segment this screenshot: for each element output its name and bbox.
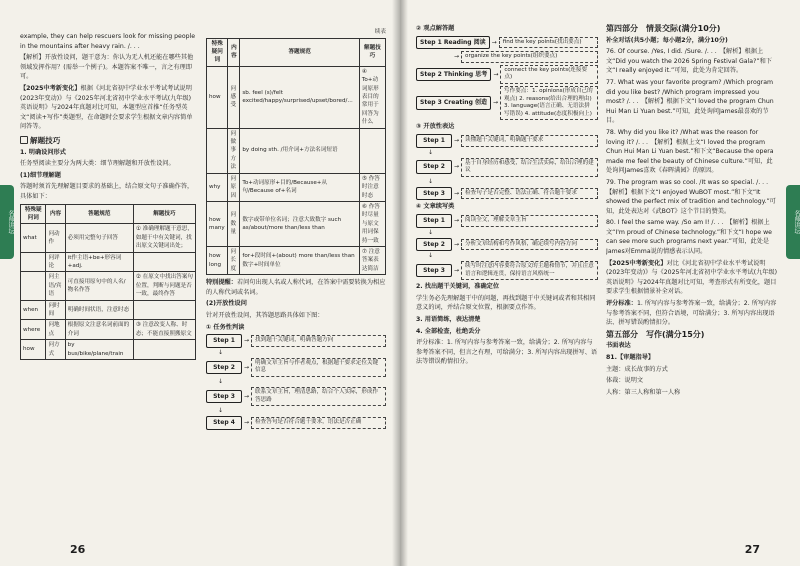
arrow-down-icon: ↓ [428, 177, 434, 185]
table-cell: 问时间 [46, 300, 65, 320]
step-text: 检查句子是否完整、语法正确、符合题干要求 [461, 188, 598, 200]
table-cell: 问方式 [46, 340, 65, 360]
table-cell: To+动词原形+目的/Because+从句/Because of+名词 [240, 173, 360, 201]
reading-thinking-creating-flow [416, 36, 598, 121]
left-page-column-2 [206, 28, 386, 533]
change-title: 【2025中考新变化】 [20, 84, 81, 92]
table-row [207, 246, 386, 274]
step-label: Step 4 [206, 416, 242, 430]
table-cell: sb. feel (s)/felt excited/happy/surprised/upset/bored/... [240, 66, 360, 128]
arrow-right-icon: → [454, 240, 460, 248]
table-cell: 问动作 [46, 224, 65, 252]
table-cell: when [21, 300, 46, 320]
table-row [21, 340, 196, 360]
flow4-title: ④ 文章续写类 [416, 203, 455, 211]
flow-step [416, 36, 598, 50]
arrow-right-icon: → [244, 363, 250, 371]
table-cell [21, 272, 46, 300]
open-question-body: 针对开放性设问，其答题思路具体如下图： [206, 311, 324, 319]
arrow-down-icon: ↓ [428, 148, 434, 156]
table-cell: 问做事方法 [228, 128, 240, 173]
score-title: 评分标准： [606, 300, 637, 308]
table-cell: 根据原文注意名词前面的介词 [65, 320, 133, 340]
table-cell: 数字或带单位名词；注意大致数字 such as/about/more than/less than [240, 201, 360, 246]
table-cell: 明确时间状语，注意时态 [65, 300, 133, 320]
table-row [21, 320, 196, 340]
table-cell [21, 252, 46, 272]
table-cell: ② 在原文中找出答案句位置，判断与问题是否一致，最终作答 [133, 272, 195, 300]
table-cell: how [207, 66, 228, 128]
table-row [207, 201, 386, 246]
tip4-title: 4. 全部检查，杜绝丢分 [416, 327, 481, 335]
tip3-title: 3. 用语简练，表达清楚 [416, 316, 481, 324]
table-cell: 问数量 [228, 201, 240, 246]
step-text: 找到题干关键词，明确答题方向 [251, 335, 386, 347]
table-row [207, 173, 386, 201]
step-label: Step 1 [206, 334, 242, 348]
arrow-right-icon: → [244, 419, 250, 427]
table-cell: ① 准确理解题干意思，如题干中有关键词，找出原文关键词出处； [133, 224, 195, 252]
left-page-column-1 [20, 32, 196, 532]
step-text: organize the key points(组织要点) [461, 51, 598, 63]
right-page [400, 0, 800, 566]
table-cell [207, 128, 228, 173]
step-label: Step 3 [416, 264, 452, 278]
step-label: Step 2 [416, 238, 452, 252]
flow-title: ① 任务性判读 [206, 323, 245, 331]
tip1-1-body: 答题时须首先理解题目要求的基础上，结合原文句子准确作答，具体如下： [20, 183, 194, 200]
tip2-body: 学生务必先理解题干中的问题，再找到题干中关键词或者和其相同意义的词，并结合原文位置，根据要点作答。 [416, 294, 596, 312]
arrow-right-icon: → [491, 38, 497, 46]
table-cell: 问主语/宾语 [46, 272, 65, 300]
continuation-flow [416, 214, 598, 280]
table-row [207, 66, 386, 128]
answer-79: 79. The program was so cool. /It was so special. /. . . 【解析】根据下文“I enjoyed WuBOT most.”和下文“It showed the perfect mix of tradition and technology.”可知，此处表达对《武BOT》这个节目的赞美。 [606, 178, 776, 215]
table-cell: by bus/bike/plane/train [65, 340, 133, 360]
open-question-title: (2)开放性设问 [206, 300, 247, 308]
flow3-title: ③ 开放性表达 [416, 123, 455, 131]
table-cell: ⑤ 作答时注意时态 [359, 173, 385, 201]
flow-step [416, 261, 598, 280]
table-header-row [21, 204, 196, 224]
arrow-right-icon: → [454, 53, 460, 61]
table-cell: 必须用完整句子回答 [65, 224, 133, 252]
table-cell: 问感受 [228, 66, 240, 128]
arrow-down-icon: ↓ [218, 348, 224, 356]
arrow-down-icon: ↓ [218, 377, 224, 385]
step-label: Step 3 [206, 390, 242, 404]
flow-step [416, 65, 598, 84]
note-body: 若问句出现人名或人称代词，在答案中需要转换为相应的人称代词或名词。 [206, 279, 386, 296]
step-label: Step 2 Thinking 思考 [416, 68, 491, 82]
table-row [207, 128, 386, 173]
page-number-right: 27 [744, 543, 760, 556]
step-text: 阅读全文，理解文章主旨 [461, 215, 598, 227]
tip1-body: 任务型阅读主要分为两大类：细节理解题和开放性设问。 [20, 160, 175, 168]
table-cell: what [21, 224, 46, 252]
flow2-title: ② 观点解答题 [416, 25, 455, 32]
arrow-right-icon: → [454, 216, 460, 224]
right-side-tab: 名师讲坛 [786, 185, 800, 259]
step-text: connect the key points(连接要点) [500, 65, 598, 84]
flow-step [206, 334, 386, 348]
step-text: 检查答句是否符合题干要求，语法是否正确 [251, 417, 386, 429]
table-header-cell: 内容 [228, 38, 240, 66]
answer-78: 78. Why did you like it? /What was the reason for loving it? /. . . 【解析】根据上文“I loved the program Chun Hui Man Li Yuan best.”和下文“Because the opera made me feel the beauty of Chinese culture.”可知，此处询问James喜欢《春晖满园》的原因。 [606, 128, 774, 175]
step-text: 明确文章主旨与作者观点，根据题干要求定位关键信息 [251, 358, 386, 377]
tips-heading [20, 136, 196, 146]
step-label: Step 3 [416, 187, 452, 201]
score-standard [606, 299, 778, 328]
note-title: 特别提醒： [206, 279, 237, 287]
answer-analysis: 【解析】开放性设问，题干意为：你认为无人机还能在哪些其他领域发挥作用？(需举一个例子)。本题答案不唯一，言之有理即可。 [20, 54, 194, 81]
table-cell: ④ To+动词原形表目的常用于回答为什么 [359, 66, 385, 128]
step-text: 基于自身经历和感受，结合生活实际，给出合理的建议 [461, 158, 598, 177]
table-row [21, 300, 196, 320]
flow-step [416, 51, 598, 63]
table-cell: how [21, 340, 46, 360]
answer-77: 77. What was your favorite program? /Which program did you like best? /Which program impressed you most? /. . . 【解析】根据下文“I loved the program Chun Hui Man Li Yuan best.”可知，此处询问James最喜欢的节目。 [606, 78, 774, 125]
table-header-cell: 内容 [46, 204, 65, 224]
change-body: 根据《河北省初中学业水平考试考试说明(2023年变动)》与《2025年河北省初中学业水平考试(九年级)英语说明》与2024年真题对比可知，本题型应首推“任务型英文“阅读+写作”类题型，在命题时会要求学生根据文章内容简单问答等。 [20, 84, 193, 131]
left-side-tab: 名师讲坛 [0, 185, 14, 259]
table-body [21, 224, 196, 360]
arrow-right-icon: → [454, 163, 460, 171]
pen-icon [20, 136, 28, 144]
open-expression-flow [416, 134, 598, 200]
step-label: Step 2 [416, 160, 452, 174]
answer-text: example, they can help rescuers look for missing people in the mountains after heavy rain. /. . . [20, 33, 196, 50]
arrow-right-icon: → [454, 136, 460, 144]
tips-title: 解题技巧 [30, 135, 61, 145]
table-cell [133, 300, 195, 320]
table-cell: ③ 注意改变人称、时态；不能直接照搬原文 [133, 320, 195, 340]
step-label: Step 1 Reading 阅读 [416, 36, 490, 50]
arrow-down-icon: ↓ [428, 252, 434, 260]
flow-step [206, 358, 386, 377]
table-cell [133, 340, 195, 360]
table-cell [359, 128, 385, 173]
flow-step [416, 86, 598, 120]
table-cell: ⑦ 注意答案表达简洁 [359, 246, 385, 274]
page-number-left: 26 [70, 543, 86, 556]
right-page-column-2 [606, 24, 778, 534]
table-header-cell: 答题规范 [240, 38, 360, 66]
step-text: 读懂题干关键词，明确题干要求 [461, 135, 598, 147]
question-81: 81.【审题指导】 [606, 354, 655, 361]
special-note [206, 278, 386, 297]
continued-tag: 续表 [374, 29, 386, 35]
table-cell: how many [207, 201, 228, 246]
guide-line: 体裁：说明文 [606, 377, 644, 385]
arrow-right-icon: → [493, 70, 499, 78]
arrow-down-icon: ↓ [218, 407, 224, 415]
tip1-1-title: (1)细节理解题 [20, 171, 61, 179]
guide-lines [606, 365, 778, 398]
step-text: 写作要点：1. opinions(形成自己的观点) 2. reasons(给出合理的理由) 3. language(语言正确、无语法拼写错误) 4. attitude(态度积极向上) [500, 86, 598, 120]
arrow-right-icon: → [244, 392, 250, 400]
flow-step [206, 416, 386, 430]
flow-step [416, 158, 598, 177]
step-text: 续写时注意内容要符合原文的主题和情节，并且注意语言和逻辑连贯，保持语言风格统一 [461, 261, 598, 280]
arrow-right-icon: → [244, 337, 250, 345]
step-label: Step 2 [206, 361, 242, 375]
question-word-table [20, 204, 196, 361]
flow-step [206, 387, 386, 406]
table-row [21, 252, 196, 272]
table-cell: 问地点 [46, 320, 65, 340]
right-page-column-1 [416, 24, 598, 534]
table-header-cell: 解题技巧 [359, 38, 385, 66]
change-note-right [606, 259, 778, 297]
flow-step [416, 214, 598, 228]
arrow-right-icon: → [454, 266, 460, 274]
table-row [21, 224, 196, 252]
tip2-title: 2. 找出题干关键词，准确定位 [416, 283, 500, 291]
answer-76: 76. Of course. /Yes, I did. /Sure. /. . . 【解析】根据上文“Did you watch the 2026 Spring Festival Gala?”和下文“I really enjoyed it.”可知，此处为肯定回答。 [606, 48, 772, 75]
book-gutter [392, 0, 408, 566]
table-cell: where [21, 320, 46, 340]
change-note [20, 84, 196, 132]
table-header-cell: 特殊疑问词 [207, 38, 228, 66]
table-cell: 可直接用原句中的人名/物名作答 [65, 272, 133, 300]
tip1-title: 1. 明确设问形式 [20, 148, 66, 156]
section4-title: 第四部分 情景交际(满分10分) [606, 24, 721, 33]
arrow-down-icon: ↓ [428, 228, 434, 236]
table-cell: how long [207, 246, 228, 274]
arrow-right-icon: → [454, 189, 460, 197]
table-header-row [207, 38, 386, 66]
table-body [207, 66, 386, 274]
step-text: 联系文章主旨，理清思路，结合个人实际，形成作答思路 [251, 387, 386, 406]
step-flow [206, 334, 386, 430]
table-cell: 问评论 [46, 252, 65, 272]
score-body: 1. 所写内容与参考答案一致，给满分；2. 所写内容与参考答案不同，但符合语境，可给满分；3. 所写内容出现语法、拼写错误酌情扣分。 [606, 300, 777, 327]
tip4-body: 评分标准：1. 所写内容与参考答案一致，给满分；2. 所写内容与参考答案不同，但言之有理，可给满分；3. 所写内容出现拼写、语法等错误酌情扣分。 [416, 339, 598, 366]
table-cell: ⑥ 作答时尽量与原文用词保持一致 [359, 201, 385, 246]
step-label: Step 1 [416, 214, 452, 228]
writing-label: 书面表达 [606, 342, 631, 350]
flow-step [416, 134, 598, 148]
table-cell: by doing sth. /用介词+方法名词短语 [240, 128, 360, 173]
step-text: 分析文章结构和写作风格，确定续写内容方向 [461, 239, 598, 251]
step-label: Step 1 [416, 134, 452, 148]
table-cell: for+段时间+(about) more than/less than 数字+时间单位 [240, 246, 360, 274]
table-header-cell: 答题规范 [65, 204, 133, 224]
section4-subtitle: 补全对话(共5小题；每小题2分，满分10分) [606, 36, 728, 44]
flow-step [416, 238, 598, 252]
question-word-table-continued [206, 38, 386, 276]
table-header-cell: 解题技巧 [133, 204, 195, 224]
answer-80: 80. I feel the same way. /So am I! /. . . 【解析】根据上文“I'm proud of Chinese technology.”和下文“I hope we can see more such programs next year.”可知，此处是James对Emma说的情感表示认同。 [606, 219, 772, 256]
table-header-cell: 特殊疑问词 [21, 204, 46, 224]
step-text: find the key points(找出要点) [499, 37, 598, 49]
step-label: Step 3 Creating 创造 [416, 96, 491, 110]
section5-title: 第五部分 写作(满分15分) [606, 329, 705, 339]
table-cell: why [207, 173, 228, 201]
flow-step [416, 187, 598, 201]
table-cell: it作主语+be+形容词+adj. [65, 252, 133, 272]
arrow-right-icon: → [492, 99, 498, 107]
change-body: 对比《河北省初中学业水平考试说明(2023年变动)》与《2025年河北省初中学业水平考试(九年级)英语说明》与2024年真题对比可知，考查形式有所变化，题目要求学生根据情景补全对话。 [606, 259, 778, 296]
table-row [21, 272, 196, 300]
table-cell [133, 252, 195, 272]
guide-line: 主题：成长故事的方式 [606, 365, 668, 373]
guide-line: 人称：第三人称和第一人称 [606, 388, 681, 396]
change-title: 【2025中考新变化】 [606, 259, 667, 267]
table-cell: 问长度 [228, 246, 240, 274]
table-cell: 问原因 [228, 173, 240, 201]
